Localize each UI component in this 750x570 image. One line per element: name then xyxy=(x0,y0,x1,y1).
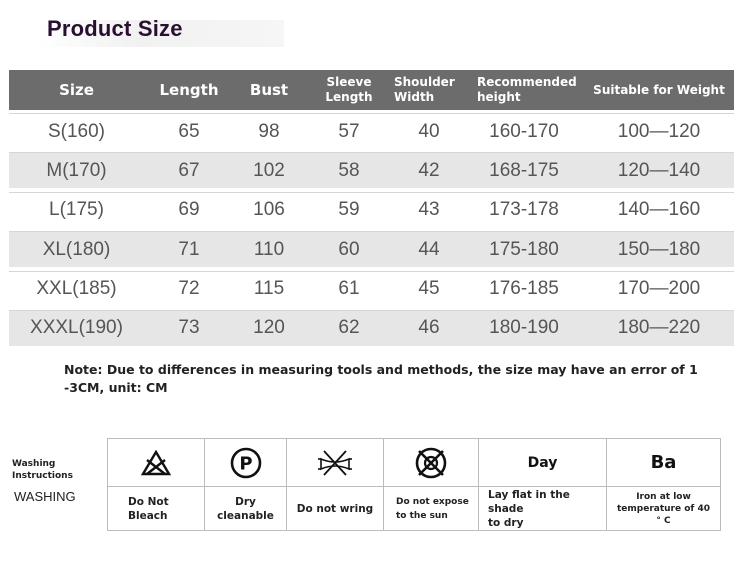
washing-label-line2: Instructions xyxy=(12,471,73,481)
table-cell: 170—200 xyxy=(617,278,701,300)
table-cell: S(160) xyxy=(47,120,106,142)
wash-cell-no-bleach xyxy=(107,439,204,530)
wash-cell-lay-flat xyxy=(478,439,606,530)
table-cell: 44 xyxy=(418,238,440,260)
table-row xyxy=(9,231,734,267)
table-cell: 160-170 xyxy=(489,120,559,142)
wash-text xyxy=(479,487,606,531)
table-cell: 58 xyxy=(338,159,360,181)
wash-text-line1: Iron at low xyxy=(636,492,691,502)
table-cell: 65 xyxy=(178,120,200,142)
page-title: Product Size xyxy=(47,16,183,41)
header-length: Length xyxy=(159,81,219,99)
note-line-2: -3CM, unit: CM xyxy=(64,380,168,395)
table-cell: 46 xyxy=(418,317,440,339)
washing-grid xyxy=(107,438,721,531)
table-cell: 100—120 xyxy=(617,120,701,142)
table-cell: 168-175 xyxy=(489,159,559,181)
table-cell: 120 xyxy=(253,317,285,339)
table-cell: 180—220 xyxy=(617,317,701,339)
wash-text xyxy=(108,487,204,531)
wash-icon-row xyxy=(108,439,204,487)
header-sleeve-length xyxy=(304,75,394,105)
day-icon: Day xyxy=(527,454,558,471)
table-cell: 176-185 xyxy=(489,278,559,300)
note-line-1: Note: Due to differences in measuring tools and methods, the size may have an error of 1 xyxy=(64,362,698,377)
header-recommended-height xyxy=(464,75,584,105)
table-cell: 69 xyxy=(178,199,200,221)
table-row xyxy=(9,113,734,149)
table-cell: 140—160 xyxy=(617,199,701,221)
iron-icon: Ba xyxy=(650,452,677,473)
wash-cell-no-sun xyxy=(383,439,478,530)
header-shoulder-line1: Shoulder xyxy=(394,75,455,89)
table-cell: 62 xyxy=(338,317,360,339)
wash-text-line1: Do Not xyxy=(128,496,169,508)
table-cell: 71 xyxy=(178,238,200,260)
wash-text-line2: to dry xyxy=(488,517,524,529)
wash-cell-no-wring xyxy=(286,439,383,530)
table-cell: XL(180) xyxy=(42,238,111,260)
table-cell: 73 xyxy=(178,317,200,339)
wash-icon-row xyxy=(205,439,286,487)
table-body xyxy=(9,113,734,346)
wash-icon-row xyxy=(287,439,383,487)
table-cell: 57 xyxy=(338,120,360,142)
table-cell: 120—140 xyxy=(617,159,701,181)
do-not-wring-icon xyxy=(316,449,354,477)
table-cell: 115 xyxy=(253,278,285,300)
washing-label xyxy=(12,458,73,482)
wash-icon-row xyxy=(479,439,606,487)
header-shoulder-width xyxy=(394,75,464,105)
header-bust: Bust xyxy=(249,81,289,99)
size-table xyxy=(9,70,734,349)
header-weight: Suitable for Weight xyxy=(593,82,725,97)
table-row xyxy=(9,152,734,188)
wash-cell-iron-low xyxy=(606,439,721,530)
table-cell: 173-178 xyxy=(489,199,559,221)
table-cell: 150—180 xyxy=(617,238,701,260)
wash-cell-dry-clean xyxy=(204,439,286,530)
washing-label-line1: Washing xyxy=(12,459,56,469)
wash-text-line1: Do not expose xyxy=(396,497,469,507)
wash-icon-row xyxy=(607,439,720,487)
table-header xyxy=(9,70,734,110)
table-cell: 40 xyxy=(418,120,440,142)
no-sun-icon xyxy=(413,445,449,481)
wash-icon-row xyxy=(384,439,478,487)
table-row xyxy=(9,271,734,307)
size-note xyxy=(64,361,704,397)
table-cell: 61 xyxy=(338,278,360,300)
table-cell: 43 xyxy=(418,199,440,221)
header-height-line2: height xyxy=(477,90,521,104)
table-cell: 102 xyxy=(253,159,285,181)
table-cell: 110 xyxy=(253,238,285,260)
wash-text-line1: Lay flat in the shade xyxy=(488,489,570,515)
table-cell: 45 xyxy=(418,278,440,300)
table-cell: 67 xyxy=(178,159,200,181)
table-cell: 72 xyxy=(178,278,200,300)
wash-text-line2: to the sun xyxy=(396,511,448,521)
wash-text-line3: ° C xyxy=(656,516,671,526)
table-cell: L(175) xyxy=(49,199,104,221)
wash-text: Dry cleanable xyxy=(217,496,274,522)
table-cell: 98 xyxy=(258,120,280,142)
table-cell: 175-180 xyxy=(489,238,559,260)
no-bleach-icon xyxy=(141,450,171,476)
wash-text xyxy=(607,487,720,531)
table-cell: XXL(185) xyxy=(36,278,117,300)
header-shoulder-line2: Width xyxy=(394,90,435,104)
table-cell: 59 xyxy=(338,199,360,221)
table-cell: 180-190 xyxy=(489,317,559,339)
table-cell: XXXL(190) xyxy=(30,317,123,339)
header-sleeve-line2: Length xyxy=(325,90,373,104)
table-cell: 60 xyxy=(338,238,360,260)
svg-text:P: P xyxy=(238,453,253,474)
wash-text: Do not wring xyxy=(296,503,374,515)
header-size: Size xyxy=(59,81,94,99)
table-cell: M(170) xyxy=(46,159,107,181)
wash-text-line2: Bleach xyxy=(128,510,168,522)
wash-text xyxy=(384,487,478,531)
table-cell: 106 xyxy=(253,199,285,221)
header-sleeve-line1: Sleeve xyxy=(326,75,372,89)
table-row xyxy=(9,192,734,228)
table-row xyxy=(9,310,734,346)
table-cell: 42 xyxy=(418,159,440,181)
header-height-line1: Recommended xyxy=(477,75,577,89)
wash-text-line2: temperature of 40 xyxy=(617,504,710,514)
dry-clean-icon xyxy=(229,446,263,480)
washing-subtitle: WASHING xyxy=(14,489,76,504)
